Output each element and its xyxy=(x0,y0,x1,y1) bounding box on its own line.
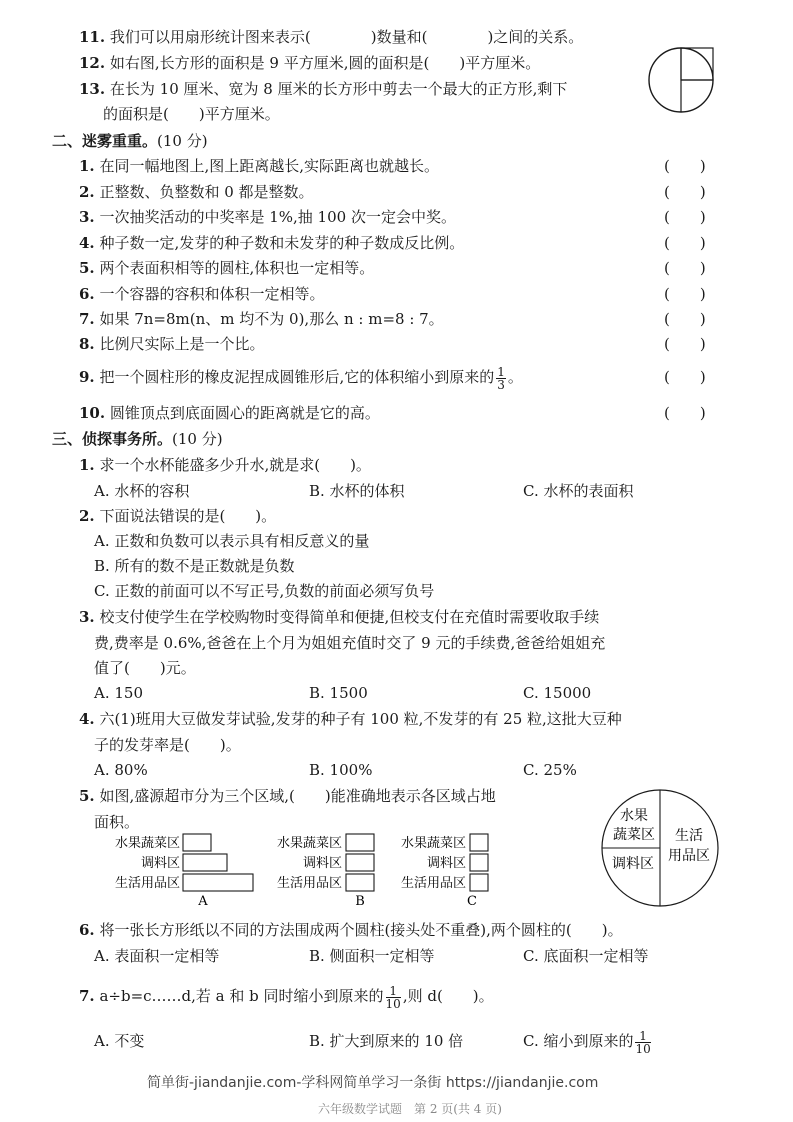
answer-blank[interactable]: ( ) xyxy=(664,404,706,422)
answer-blank[interactable]: ( ) xyxy=(664,310,706,328)
store-area-pie xyxy=(598,786,722,910)
question-text: 把一个圆柱形的橡皮泥捏成圆锥形后,它的体积缩小到原来的 xyxy=(99,368,495,386)
question-text: 如右图,长方形的面积是 9 平方厘米,圆的面积是( )平方厘米。 xyxy=(109,54,541,72)
question-13-cont xyxy=(103,104,280,124)
fraction-numerator: 1 xyxy=(386,985,401,998)
question-12 xyxy=(79,53,540,73)
mc-question-2 xyxy=(79,506,276,526)
question-number: 4. xyxy=(79,234,95,252)
question-number: 3. xyxy=(79,608,95,626)
option-b: B. 侧面积一定相等 xyxy=(309,947,435,965)
true-false-item xyxy=(79,309,444,329)
question-number: 10. xyxy=(79,404,106,422)
bar xyxy=(346,874,374,891)
chart-letter-c: C xyxy=(467,894,477,909)
question-11 xyxy=(79,27,583,47)
question-13 xyxy=(79,79,567,99)
option-c: C. 15000 xyxy=(523,684,592,702)
question-number: 6. xyxy=(79,921,95,939)
fraction xyxy=(386,985,401,1010)
question-number: 13. xyxy=(79,80,106,98)
label-daily: 生活用品区 xyxy=(114,876,180,891)
question-number: 1. xyxy=(79,456,95,474)
bar xyxy=(346,854,374,871)
bar xyxy=(183,854,227,871)
option-chart-a xyxy=(115,834,253,909)
question-text-tail: 。 xyxy=(507,368,523,386)
label-fruit: 水果蔬菜区 xyxy=(400,836,466,851)
option-a: A. 80% xyxy=(94,761,148,779)
bar xyxy=(470,874,488,891)
fraction-denominator: 10 xyxy=(635,1041,651,1056)
label-fruit: 水果蔬菜区 xyxy=(276,836,342,851)
question-text: 如果 7n=8m(n、m 均不为 0),那么 n : m=8 : 7。 xyxy=(99,310,444,328)
question-text: 种子数一定,发芽的种子数和未发芽的种子数成反比例。 xyxy=(99,234,465,252)
question-number: 1. xyxy=(79,157,95,175)
region-bar-options xyxy=(90,830,490,910)
circle-rectangle-figure xyxy=(646,45,716,115)
question-text: ,则 d( )。 xyxy=(402,987,494,1005)
bar xyxy=(183,834,211,851)
mc-question-1 xyxy=(79,455,371,475)
question-text: 圆锥顶点到底面圆心的距离就是它的高。 xyxy=(109,404,380,422)
answer-blank[interactable]: ( ) xyxy=(664,368,706,386)
label-daily: 生活用品区 xyxy=(276,876,342,891)
question-text: 在长为 10 厘米、宽为 8 厘米的长方形中剪去一个最大的正方形,剩下 xyxy=(109,80,568,98)
option-c xyxy=(523,1026,653,1056)
watermark-text: 简单街-jiandanjie.com-学科网简单学习一条街 https://jiandanjie.com xyxy=(147,1075,599,1091)
label-fruit: 水果蔬菜区 xyxy=(114,836,180,851)
bar xyxy=(470,834,488,851)
option-a: A. 正数和负数可以表示具有相反意义的量 xyxy=(94,532,370,550)
true-false-item xyxy=(79,233,464,253)
question-text-line: 面积。 xyxy=(94,813,140,831)
question-number: 11. xyxy=(79,28,106,46)
mc-question-3 xyxy=(79,607,599,627)
option-c: C. 正数的前面可以不写正号,负数的前面必须写负号 xyxy=(94,582,435,600)
section-title: 二、迷雾重重。 xyxy=(52,132,158,150)
true-false-item xyxy=(79,207,456,227)
question-number: 7. xyxy=(79,987,95,1005)
section-2-heading xyxy=(52,131,208,151)
fraction xyxy=(496,366,506,391)
question-number: 2. xyxy=(79,507,95,525)
chart-letter-a: A xyxy=(198,894,208,909)
question-text: 将一张长方形纸以不同的方法围成两个圆柱(接头处不重叠),两个圆柱的( )。 xyxy=(99,921,623,939)
question-text: 在同一幅地图上,图上距离越长,实际距离也就越长。 xyxy=(99,157,439,175)
answer-blank[interactable]: ( ) xyxy=(664,157,706,175)
section-score: (10 分) xyxy=(172,430,223,448)
pie-label: 生活 xyxy=(675,828,703,844)
answer-blank[interactable]: ( ) xyxy=(664,285,706,303)
question-number: 5. xyxy=(79,787,95,805)
question-text: 比例尺实际上是一个比。 xyxy=(99,335,265,353)
pie-label: 调料区 xyxy=(612,856,654,872)
question-text-line: 费,费率是 0.6%,爸爸在上个月为姐姐充值时交了 9 元的手续费,爸爸给姐姐充 xyxy=(94,634,606,652)
option-b: B. 所有的数不是正数就是负数 xyxy=(94,557,295,575)
question-text: 两个表面积相等的圆柱,体积也一定相等。 xyxy=(99,259,375,277)
option-chart-c xyxy=(401,834,488,909)
bar xyxy=(470,854,488,871)
mc-question-5 xyxy=(79,786,496,806)
page-footer: 六年级数学试题 第 2 页(共 4 页) xyxy=(318,1102,502,1116)
question-text: a÷b=c……d,若 a 和 b 同时缩小到原来的 xyxy=(99,987,384,1005)
mc-question-4 xyxy=(79,709,622,729)
question-number: 3. xyxy=(79,208,95,226)
question-text: 如图,盛源超市分为三个区域,( )能准确地表示各区域占地 xyxy=(99,787,496,805)
pie-label: 用品区 xyxy=(668,848,710,864)
pie-label: 蔬菜区 xyxy=(613,827,655,843)
label-spice: 调料区 xyxy=(140,856,180,871)
question-number: 5. xyxy=(79,259,95,277)
fraction-denominator: 10 xyxy=(385,996,401,1011)
pie-label: 水果 xyxy=(620,808,648,824)
question-number: 12. xyxy=(79,54,106,72)
option-c: C. 底面积一定相等 xyxy=(523,947,649,965)
true-false-item xyxy=(79,403,380,423)
question-number: 4. xyxy=(79,710,95,728)
section-3-heading xyxy=(52,429,223,449)
label-spice: 调料区 xyxy=(426,856,466,871)
true-false-item xyxy=(79,258,374,278)
fraction xyxy=(635,1030,650,1055)
answer-blank[interactable]: ( ) xyxy=(664,335,706,353)
question-text: 一次抽奖活动的中奖率是 1%,抽 100 次一定会中奖。 xyxy=(99,208,456,226)
question-number: 6. xyxy=(79,285,95,303)
option-c: C. 水杯的表面积 xyxy=(523,482,634,500)
question-text: 一个容器的容积和体积一定相等。 xyxy=(99,285,325,303)
true-false-item xyxy=(79,334,264,354)
question-text: 六(1)班用大豆做发芽试验,发芽的种子有 100 粒,不发芽的有 25 粒,这批大豆种 xyxy=(99,710,622,728)
option-a: A. 150 xyxy=(94,684,143,702)
bar xyxy=(183,874,253,891)
answer-blank[interactable]: ( ) xyxy=(664,208,706,226)
option-c: C. 25% xyxy=(523,761,577,779)
option-a: A. 水杯的容积 xyxy=(94,482,190,500)
question-text: 正整数、负整数和 0 都是整数。 xyxy=(99,183,314,201)
mc-question-6 xyxy=(79,920,623,940)
answer-blank[interactable]: ( ) xyxy=(664,234,706,252)
question-text: 下面说法错误的是( )。 xyxy=(99,507,277,525)
chart-letter-b: B xyxy=(355,894,365,909)
question-text: 的面积是( )平方厘米。 xyxy=(103,105,280,123)
question-text: 求一个水杯能盛多少升水,就是求( )。 xyxy=(99,456,371,474)
option-a: A. 表面积一定相等 xyxy=(94,947,220,965)
option-b: B. 100% xyxy=(309,761,373,779)
label-spice: 调料区 xyxy=(302,856,342,871)
question-text-line: 值了( )元。 xyxy=(94,659,196,677)
answer-blank[interactable]: ( ) xyxy=(664,259,706,277)
label-daily: 生活用品区 xyxy=(400,876,466,891)
bar xyxy=(346,834,374,851)
true-false-item xyxy=(79,362,523,392)
question-text-line: 子的发芽率是( )。 xyxy=(94,736,241,754)
mc-question-7 xyxy=(79,981,494,1011)
option-b: B. 水杯的体积 xyxy=(309,482,405,500)
question-number: 7. xyxy=(79,310,95,328)
question-text: 我们可以用扇形统计图来表示( )数量和( )之间的关系。 xyxy=(109,28,584,46)
option-text: C. 缩小到原来的 xyxy=(523,1032,634,1050)
question-number: 9. xyxy=(79,368,95,386)
true-false-item xyxy=(79,284,324,304)
answer-blank[interactable]: ( ) xyxy=(664,183,706,201)
option-b: B. 1500 xyxy=(309,684,368,702)
question-number: 8. xyxy=(79,335,95,353)
question-text: 校支付使学生在学校购物时变得简单和便捷,但校支付在充值时需要收取手续 xyxy=(99,608,600,626)
fraction-denominator: 3 xyxy=(497,377,505,392)
fraction-numerator: 1 xyxy=(497,364,505,379)
question-number: 2. xyxy=(79,183,95,201)
option-a: A. 不变 xyxy=(94,1032,145,1050)
section-title: 三、侦探事务所。 xyxy=(52,430,173,448)
fraction-numerator: 1 xyxy=(635,1030,650,1043)
option-chart-b xyxy=(277,834,374,909)
true-false-item xyxy=(79,156,439,176)
true-false-item xyxy=(79,182,314,202)
option-b: B. 扩大到原来的 10 倍 xyxy=(309,1032,464,1050)
section-score: (10 分) xyxy=(157,132,208,150)
